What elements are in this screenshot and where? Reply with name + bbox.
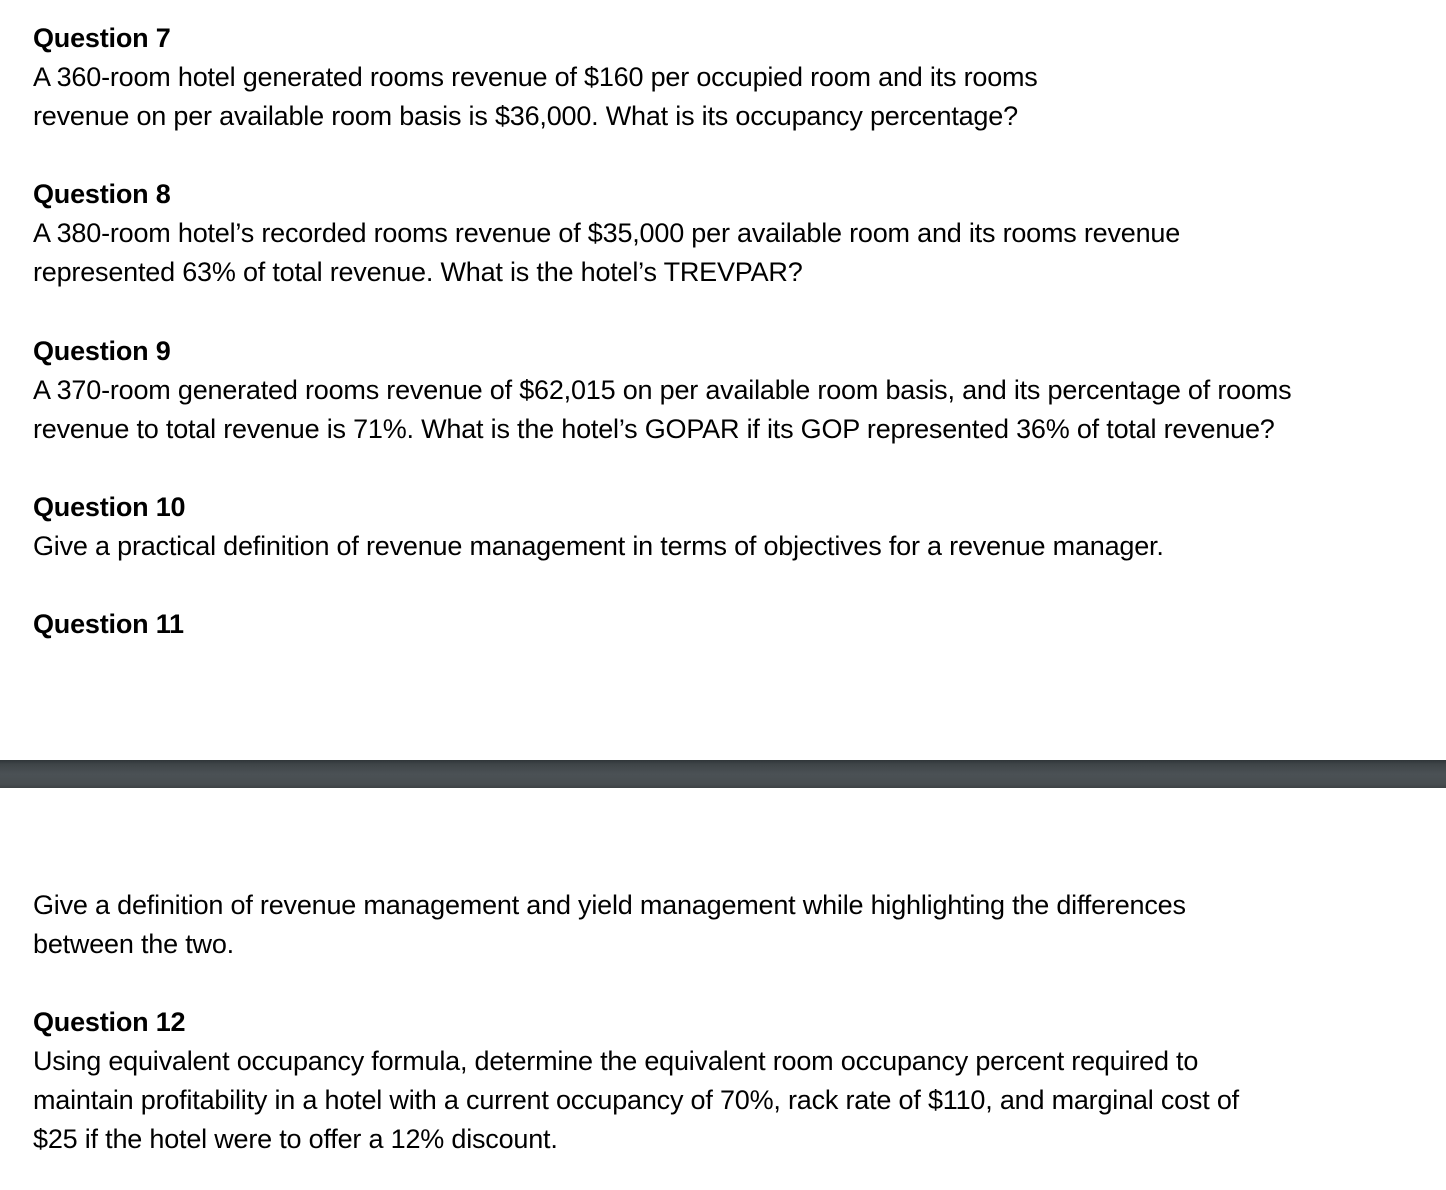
question-11-line-2: between the two. xyxy=(33,929,234,959)
question-7-heading: Question 7 xyxy=(33,23,171,53)
question-8 xyxy=(33,175,1438,292)
question-9-line-2: revenue to total revenue is 71%. What is the hotel’s GOPAR if its GOP represented 36% of total revenue? xyxy=(33,414,1275,444)
question-11-heading: Question 11 xyxy=(33,609,184,639)
question-12-line-1: Using equivalent occupancy formula, determine the equivalent room occupancy percent required to xyxy=(33,1046,1199,1076)
question-7 xyxy=(33,19,1438,136)
question-9-heading: Question 9 xyxy=(33,336,171,366)
question-8-heading: Question 8 xyxy=(33,179,171,209)
document-page-bottom xyxy=(0,788,1446,1190)
question-7-line-2: revenue on per available room basis is $36,000. What is its occupancy percentage? xyxy=(33,101,1018,131)
question-8-line-1: A 380-room hotel’s recorded rooms revenue of $35,000 per available room and its rooms revenue xyxy=(33,218,1181,248)
question-11-line-1: Give a definition of revenue management and yield management while highlighting the differences xyxy=(33,890,1186,920)
question-10-heading: Question 10 xyxy=(33,492,186,522)
question-12 xyxy=(33,1003,1438,1159)
question-7-line-1: A 360-room hotel generated rooms revenue of $160 per occupied room and its rooms xyxy=(33,62,1038,92)
question-12-heading: Question 12 xyxy=(33,1007,186,1037)
question-12-line-3: $25 if the hotel were to offer a 12% discount. xyxy=(33,1124,558,1154)
question-9 xyxy=(33,332,1438,449)
question-9-line-1: A 370-room generated rooms revenue of $62,015 on per available room basis, and its percentage of rooms xyxy=(33,375,1292,405)
question-10 xyxy=(33,488,1438,566)
question-10-line-1: Give a practical definition of revenue management in terms of objectives for a revenue manager. xyxy=(33,531,1164,561)
question-8-line-2: represented 63% of total revenue. What is the hotel’s TREVPAR? xyxy=(33,257,803,287)
question-12-line-2: maintain profitability in a hotel with a current occupancy of 70%, rack rate of $110, and marginal cost of xyxy=(33,1085,1239,1115)
question-11 xyxy=(33,605,1438,644)
question-11-body xyxy=(33,886,1438,964)
page-divider xyxy=(0,760,1446,788)
